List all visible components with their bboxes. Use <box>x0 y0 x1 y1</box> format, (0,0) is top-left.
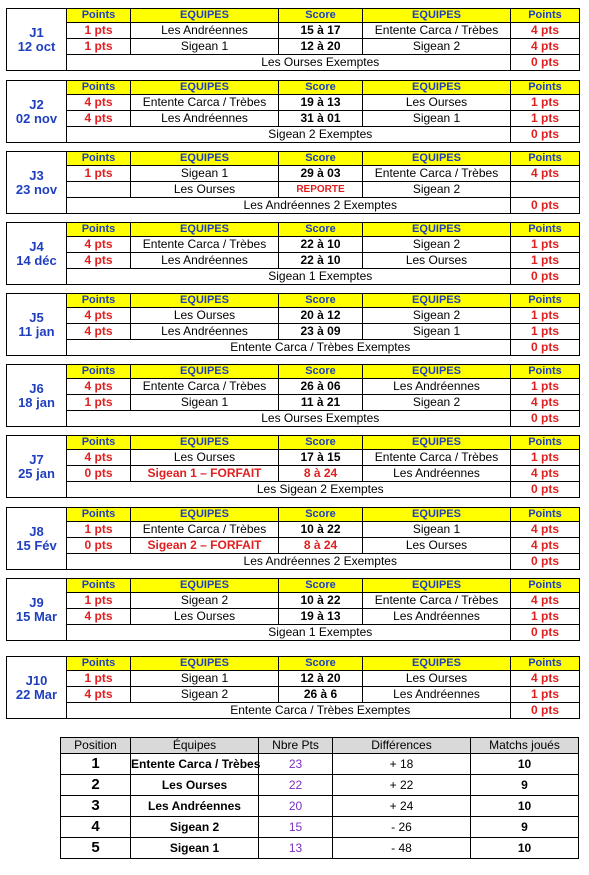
round-label <box>6 8 66 71</box>
away-team: Sigean 2 <box>363 39 511 55</box>
header-equipes: EQUIPES <box>131 81 279 95</box>
home-points: 4 pts <box>67 609 131 625</box>
away-team: Les Ourses <box>363 538 511 554</box>
home-points: 4 pts <box>67 687 131 703</box>
round-number: J5 <box>29 309 44 325</box>
home-team: Sigean 1 <box>131 395 279 411</box>
position-cell: 4 <box>61 817 131 838</box>
round-header-row <box>67 365 580 379</box>
header-points: Points <box>67 579 131 593</box>
home-team: Sigean 1 <box>131 166 279 182</box>
header-points: Points <box>67 152 131 166</box>
header-points: Points <box>511 436 580 450</box>
exempt-row <box>67 340 580 356</box>
header-equipes: EQUIPES <box>131 294 279 308</box>
exempt-points: 0 pts <box>511 554 580 570</box>
exempt-row <box>67 198 580 214</box>
home-points: 4 pts <box>67 379 131 395</box>
match-score: 26 à 6 <box>279 687 363 703</box>
round-label <box>6 578 66 641</box>
away-points: 1 pts <box>511 111 580 127</box>
exempt-row <box>67 127 580 143</box>
home-points: 4 pts <box>67 111 131 127</box>
home-points <box>67 182 131 198</box>
round-table <box>66 293 580 356</box>
exempt-team: Sigean 1 Exemptes <box>131 625 511 641</box>
round-table <box>66 8 580 71</box>
points-cell: 20 <box>259 796 333 817</box>
home-points: 4 pts <box>67 95 131 111</box>
header-equipes: EQUIPES <box>131 152 279 166</box>
exempt-row <box>67 482 580 498</box>
away-team: Les Andréennes <box>363 466 511 482</box>
home-team: Les Andréennes <box>131 23 279 39</box>
round-date: 22 Mar <box>15 686 58 702</box>
round-table <box>66 578 580 641</box>
round-number: J4 <box>29 238 44 254</box>
round-label <box>6 222 66 285</box>
away-points: 1 pts <box>511 324 580 340</box>
exempt-points: 0 pts <box>511 703 580 719</box>
points-cell: 22 <box>259 775 333 796</box>
match-score: 23 à 09 <box>279 324 363 340</box>
away-team: Sigean 2 <box>363 237 511 253</box>
round-block <box>6 578 580 641</box>
match-score: 22 à 10 <box>279 253 363 269</box>
difference-cell: + 24 <box>333 796 471 817</box>
standings-table <box>60 737 579 859</box>
header-equipes: EQUIPES <box>131 436 279 450</box>
team-cell: Sigean 1 <box>131 838 259 859</box>
game-row <box>67 95 580 111</box>
round-block <box>6 435 580 498</box>
home-team: Sigean 1 <box>131 39 279 55</box>
away-team: Entente Carca / Trèbes <box>363 23 511 39</box>
round-number: J7 <box>29 451 44 467</box>
match-score: 26 à 06 <box>279 379 363 395</box>
game-row <box>67 609 580 625</box>
header-equipes: Équipes <box>131 738 259 754</box>
exempt-points: 0 pts <box>511 411 580 427</box>
home-points: 1 pts <box>67 593 131 609</box>
round-block <box>6 293 580 356</box>
header-equipes: EQUIPES <box>131 223 279 237</box>
game-row <box>67 253 580 269</box>
away-points: 1 pts <box>511 237 580 253</box>
header-points: Points <box>67 436 131 450</box>
match-score: 31 à 01 <box>279 111 363 127</box>
header-points: Points <box>511 9 580 23</box>
header-equipes: EQUIPES <box>363 436 511 450</box>
round-label <box>6 151 66 214</box>
home-points: 4 pts <box>67 324 131 340</box>
header-equipes: EQUIPES <box>131 9 279 23</box>
matchs-cell: 10 <box>471 754 579 775</box>
match-score: 20 à 12 <box>279 308 363 324</box>
game-row <box>67 39 580 55</box>
points-cell: 23 <box>259 754 333 775</box>
standings-header-row <box>61 738 579 754</box>
away-team: Les Andréennes <box>363 687 511 703</box>
header-equipes: EQUIPES <box>131 365 279 379</box>
match-score: 17 à 15 <box>279 450 363 466</box>
round-block <box>6 151 580 214</box>
round-header-row <box>67 579 580 593</box>
header-equipes: EQUIPES <box>363 223 511 237</box>
header-points: Points <box>511 152 580 166</box>
game-row <box>67 166 580 182</box>
round-label <box>6 80 66 143</box>
exempt-row <box>67 703 580 719</box>
home-points: 4 pts <box>67 450 131 466</box>
round-block <box>6 364 580 427</box>
exempt-row <box>67 554 580 570</box>
header-position: Position <box>61 738 131 754</box>
difference-cell: - 48 <box>333 838 471 859</box>
game-row <box>67 522 580 538</box>
round-block <box>6 8 580 71</box>
header-points: Points <box>67 657 131 671</box>
home-team: Les Ourses <box>131 609 279 625</box>
home-points: 1 pts <box>67 395 131 411</box>
header-points: Points <box>511 365 580 379</box>
exempt-team: Les Ourses Exemptes <box>131 55 511 71</box>
away-points: 1 pts <box>511 687 580 703</box>
header-points: Points <box>67 9 131 23</box>
header-equipes: EQUIPES <box>363 152 511 166</box>
game-row <box>67 379 580 395</box>
match-score: 29 à 03 <box>279 166 363 182</box>
exempt-team: Les Andréennes 2 Exemptes <box>131 198 511 214</box>
home-team: Entente Carca / Trèbes <box>131 237 279 253</box>
home-points: 0 pts <box>67 538 131 554</box>
away-team: Sigean 1 <box>363 324 511 340</box>
away-points: 4 pts <box>511 166 580 182</box>
match-score: REPORTE <box>279 182 363 198</box>
round-table <box>66 656 580 719</box>
round-number: J1 <box>29 24 44 40</box>
exempt-row <box>67 55 580 71</box>
round-header-row <box>67 81 580 95</box>
away-points: 4 pts <box>511 593 580 609</box>
round-date: 11 jan <box>18 323 55 339</box>
round-number: J9 <box>29 594 44 610</box>
header-equipes: EQUIPES <box>131 508 279 522</box>
header-equipes: EQUIPES <box>363 294 511 308</box>
round-header-row <box>67 657 580 671</box>
away-points: 1 pts <box>511 450 580 466</box>
header-score: Score <box>279 436 363 450</box>
away-team: Sigean 2 <box>363 308 511 324</box>
round-date: 02 nov <box>15 110 58 126</box>
round-block <box>6 656 580 719</box>
exempt-row <box>67 411 580 427</box>
standings-row <box>61 754 579 775</box>
exempt-team: Entente Carca / Trèbes Exemptes <box>131 340 511 356</box>
home-team: Les Andréennes <box>131 253 279 269</box>
match-score: 15 à 17 <box>279 23 363 39</box>
away-points: 4 pts <box>511 522 580 538</box>
header-points: Points <box>511 579 580 593</box>
round-header-row <box>67 9 580 23</box>
header-points: Points <box>511 657 580 671</box>
round-block <box>6 80 580 143</box>
round-header-row <box>67 436 580 450</box>
away-team: Les Ourses <box>363 95 511 111</box>
game-row <box>67 687 580 703</box>
team-cell: Entente Carca / Trèbes <box>131 754 259 775</box>
exempt-row <box>67 269 580 285</box>
difference-cell: - 26 <box>333 817 471 838</box>
exempt-points: 0 pts <box>511 482 580 498</box>
round-table <box>66 151 580 214</box>
match-score: 11 à 21 <box>279 395 363 411</box>
header-score: Score <box>279 365 363 379</box>
round-header-row <box>67 152 580 166</box>
match-score: 22 à 10 <box>279 237 363 253</box>
match-score: 8 à 24 <box>279 466 363 482</box>
round-date: 18 jan <box>18 394 55 410</box>
game-row <box>67 111 580 127</box>
points-cell: 15 <box>259 817 333 838</box>
home-team: Les Ourses <box>131 450 279 466</box>
exempt-points: 0 pts <box>511 625 580 641</box>
header-points: Points <box>511 223 580 237</box>
team-cell: Sigean 2 <box>131 817 259 838</box>
matchs-cell: 10 <box>471 796 579 817</box>
standings-row <box>61 838 579 859</box>
exempt-points: 0 pts <box>511 198 580 214</box>
exempt-team: Sigean 2 Exemptes <box>131 127 511 143</box>
home-team: Sigean 1 <box>131 671 279 687</box>
header-score: Score <box>279 657 363 671</box>
away-points <box>511 182 580 198</box>
home-team: Sigean 2 <box>131 687 279 703</box>
match-score: 8 à 24 <box>279 538 363 554</box>
home-team: Sigean 2 – FORFAIT <box>131 538 279 554</box>
game-row <box>67 593 580 609</box>
header-score: Score <box>279 223 363 237</box>
position-cell: 3 <box>61 796 131 817</box>
game-row <box>67 182 580 198</box>
header-score: Score <box>279 152 363 166</box>
round-table <box>66 507 580 570</box>
away-points: 1 pts <box>511 609 580 625</box>
match-score: 12 à 20 <box>279 671 363 687</box>
matchs-cell: 10 <box>471 838 579 859</box>
match-score: 19 à 13 <box>279 95 363 111</box>
position-cell: 1 <box>61 754 131 775</box>
game-row <box>67 466 580 482</box>
home-team: Entente Carca / Trèbes <box>131 522 279 538</box>
header-points: Points <box>511 508 580 522</box>
away-points: 4 pts <box>511 538 580 554</box>
round-table <box>66 80 580 143</box>
match-score: 19 à 13 <box>279 609 363 625</box>
header-points: Points <box>67 294 131 308</box>
home-team: Les Andréennes <box>131 111 279 127</box>
header-score: Score <box>279 579 363 593</box>
header-score: Score <box>279 81 363 95</box>
header-equipes: EQUIPES <box>363 579 511 593</box>
standings-row <box>61 796 579 817</box>
away-team: Les Ourses <box>363 671 511 687</box>
round-header-row <box>67 223 580 237</box>
round-date: 15 Mar <box>15 608 58 624</box>
round-date: 12 oct <box>17 38 56 54</box>
home-points: 1 pts <box>67 522 131 538</box>
exempt-team: Les Sigean 2 Exemptes <box>131 482 511 498</box>
round-number: J6 <box>29 380 44 396</box>
home-points: 0 pts <box>67 466 131 482</box>
home-points: 1 pts <box>67 23 131 39</box>
match-score: 10 à 22 <box>279 593 363 609</box>
round-number: J10 <box>25 672 48 688</box>
round-label <box>6 364 66 427</box>
home-points: 4 pts <box>67 237 131 253</box>
away-team: Sigean 1 <box>363 111 511 127</box>
away-points: 4 pts <box>511 395 580 411</box>
away-team: Sigean 2 <box>363 395 511 411</box>
exempt-team: Entente Carca / Trèbes Exemptes <box>131 703 511 719</box>
round-label <box>6 656 66 719</box>
away-team: Sigean 1 <box>363 522 511 538</box>
home-points: 4 pts <box>67 253 131 269</box>
away-points: 1 pts <box>511 308 580 324</box>
round-number: J8 <box>29 523 44 539</box>
away-points: 1 pts <box>511 253 580 269</box>
header-score: Score <box>279 508 363 522</box>
home-team: Les Andréennes <box>131 324 279 340</box>
exempt-team: Sigean 1 Exemptes <box>131 269 511 285</box>
round-date: 25 jan <box>18 465 55 481</box>
round-label <box>6 293 66 356</box>
away-points: 4 pts <box>511 466 580 482</box>
round-block <box>6 507 580 570</box>
away-team: Entente Carca / Trèbes <box>363 166 511 182</box>
game-row <box>67 23 580 39</box>
game-row <box>67 671 580 687</box>
exempt-row <box>67 625 580 641</box>
game-row <box>67 324 580 340</box>
away-points: 1 pts <box>511 379 580 395</box>
header-matchs-joues: Matchs joués <box>471 738 579 754</box>
away-points: 1 pts <box>511 95 580 111</box>
difference-cell: + 18 <box>333 754 471 775</box>
home-points: 1 pts <box>67 39 131 55</box>
round-table <box>66 435 580 498</box>
round-label <box>6 507 66 570</box>
home-team: Les Ourses <box>131 308 279 324</box>
match-score: 10 à 22 <box>279 522 363 538</box>
away-team: Les Ourses <box>363 253 511 269</box>
header-score: Score <box>279 294 363 308</box>
round-table <box>66 364 580 427</box>
away-points: 4 pts <box>511 671 580 687</box>
header-equipes: EQUIPES <box>363 365 511 379</box>
home-points: 4 pts <box>67 308 131 324</box>
game-row <box>67 308 580 324</box>
header-differences: Différences <box>333 738 471 754</box>
header-points: Points <box>511 81 580 95</box>
home-team: Les Ourses <box>131 182 279 198</box>
round-date: 15 Fév <box>16 537 57 553</box>
points-cell: 13 <box>259 838 333 859</box>
round-number: J3 <box>29 167 44 183</box>
header-points: Points <box>511 294 580 308</box>
header-points: Points <box>67 223 131 237</box>
round-date: 23 nov <box>15 181 58 197</box>
exempt-points: 0 pts <box>511 127 580 143</box>
round-label <box>6 435 66 498</box>
exempt-team: Les Andréennes 2 Exemptes <box>131 554 511 570</box>
round-date: 14 déc <box>16 252 57 268</box>
round-header-row <box>67 294 580 308</box>
home-team: Sigean 2 <box>131 593 279 609</box>
difference-cell: + 22 <box>333 775 471 796</box>
standings-row <box>61 775 579 796</box>
team-cell: Les Andréennes <box>131 796 259 817</box>
game-row <box>67 538 580 554</box>
exempt-points: 0 pts <box>511 55 580 71</box>
standings-row <box>61 817 579 838</box>
round-table <box>66 222 580 285</box>
matchs-cell: 9 <box>471 775 579 796</box>
round-number: J2 <box>29 96 44 112</box>
header-equipes: EQUIPES <box>363 657 511 671</box>
away-points: 4 pts <box>511 39 580 55</box>
header-points: Points <box>67 81 131 95</box>
game-row <box>67 450 580 466</box>
home-points: 1 pts <box>67 671 131 687</box>
home-points: 1 pts <box>67 166 131 182</box>
team-cell: Les Ourses <box>131 775 259 796</box>
header-points: Nbre Pts <box>259 738 333 754</box>
header-equipes: EQUIPES <box>131 657 279 671</box>
away-team: Les Andréennes <box>363 379 511 395</box>
exempt-team: Les Ourses Exemptes <box>131 411 511 427</box>
header-equipes: EQUIPES <box>131 579 279 593</box>
position-cell: 5 <box>61 838 131 859</box>
away-team: Les Andréennes <box>363 609 511 625</box>
exempt-points: 0 pts <box>511 340 580 356</box>
matchs-cell: 9 <box>471 817 579 838</box>
header-equipes: EQUIPES <box>363 9 511 23</box>
round-header-row <box>67 508 580 522</box>
home-team: Entente Carca / Trèbes <box>131 95 279 111</box>
away-team: Sigean 2 <box>363 182 511 198</box>
away-points: 4 pts <box>511 23 580 39</box>
away-team: Entente Carca / Trèbes <box>363 450 511 466</box>
header-equipes: EQUIPES <box>363 508 511 522</box>
game-row <box>67 395 580 411</box>
exempt-points: 0 pts <box>511 269 580 285</box>
position-cell: 2 <box>61 775 131 796</box>
header-equipes: EQUIPES <box>363 81 511 95</box>
header-points: Points <box>67 365 131 379</box>
away-team: Entente Carca / Trèbes <box>363 593 511 609</box>
match-score: 12 à 20 <box>279 39 363 55</box>
header-score: Score <box>279 9 363 23</box>
home-team: Sigean 1 – FORFAIT <box>131 466 279 482</box>
home-team: Entente Carca / Trèbes <box>131 379 279 395</box>
round-block <box>6 222 580 285</box>
game-row <box>67 237 580 253</box>
header-points: Points <box>67 508 131 522</box>
